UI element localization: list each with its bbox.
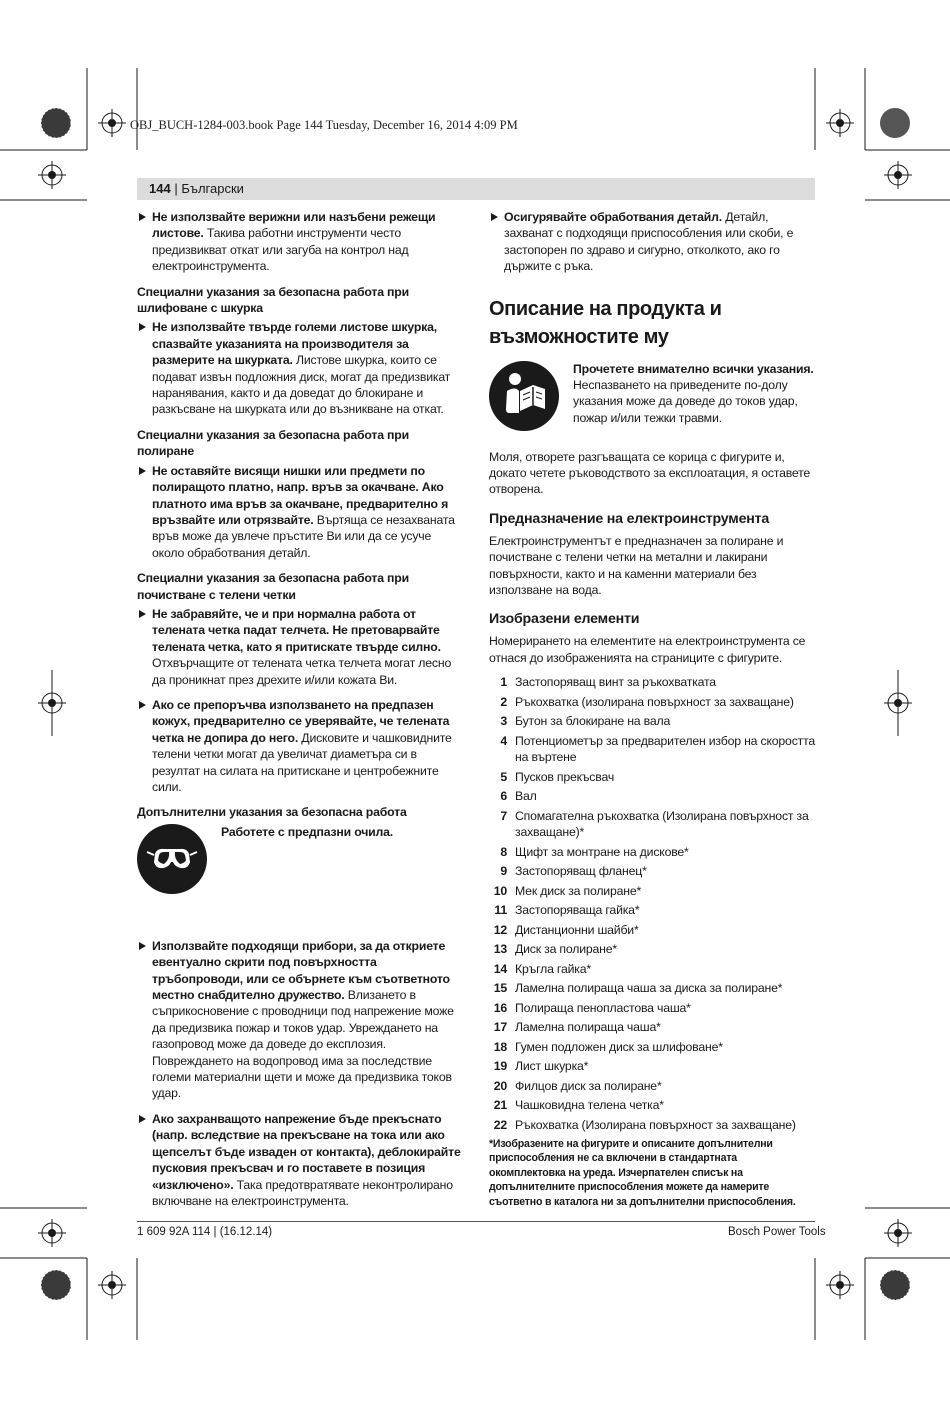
list-item [489,883,815,899]
item-label: Бутон за блокиране на вала [515,714,671,729]
item-label: Потенциометър за предварителен избор на скоростта на въртене [515,733,816,765]
list-item [489,1058,815,1074]
item-label: Застопоряващ винт за ръкохватката [515,675,716,690]
bullet-sanding-sheets: Не използвайте твърде големи листове шкурка, спазвайте указанията на производителя за размерите на шкурката. Листове шкурка, които се подават извън подложния диск, могат да предизвикат наранявания, както и да доведат до блокиране и разкъсване на шкурката или до възникване на откат. [137,319,465,417]
subhead-polishing: Специални указания за безопасна работа при полиране [137,427,409,459]
item-number: 16 [493,1000,507,1015]
right-column [489,209,815,1209]
item-number: 22 [493,1117,507,1132]
footnote: *Изобразените на фигурите и описаните допълнителни приспособления не са включени в стандартната окомплектовка на уреда. Изчерпателен списък на допълнителните приспособления можете да намерите съответно в каталога ни за допълнителни приспособления. [489,1138,796,1208]
item-label: Пусков прекъсвач [515,769,615,784]
list-item [489,694,815,710]
list-item [489,922,815,938]
item-label: Мек диск за полиране* [515,883,642,898]
item-label: Гумен подложен диск за шлифоване* [515,1039,723,1054]
page-number: 144 [149,181,171,196]
footer-doc-number: 1 609 92A 114 | (16.12.14) [137,1226,273,1238]
list-item [489,808,815,841]
list-item [489,961,815,977]
list-item [489,980,815,996]
footer-rule [137,1221,815,1222]
item-number: 4 [500,733,507,748]
item-number: 9 [500,864,507,879]
subhead-additional-safety: Допълнителни указания за безопасна работа [137,805,407,820]
intro-paragraph: Моля, отворете разгъващата се корица с фигурите и, докато четете ръководството за експлоатация, я оставете отворена. [489,449,811,497]
bullet-saw-blades: Не използвайте верижни или назъбени режещи листове. Такива работни инструменти често предизвикват откат или загуба на контрол над електроинструмента. [137,209,465,275]
item-label: Ръкохватка (Изолирана повърхност за захващане) [515,1117,796,1132]
item-number: 6 [500,789,507,804]
bullet-guard: Ако се препоръчва използването на предпазен кожух, предварително се уверявайте, че телената четка не допира до него. Дисковите и чашковидните телени четки могат да увеличат диаметъра си в резултат на силата на притискане и центробежните сили. [137,697,465,795]
item-number: 3 [500,714,507,729]
components-intro: Номерирането на елементите на електроинструмента се отнася до изображенията на страниците с фигурите. [489,634,806,665]
bullet-power-interruption: Ако захранващото напрежение бъде прекъснато (напр. вследствие на прекъсване на тока или ако щепселът бъде изваден от контакта), деблокирайте пусковия прекъсвач и го поставете в позиция «изключено». Така предотвратявате неконтролирано включване на електроинструмента. [137,1111,465,1209]
item-label: Полираща пенопластова чаша* [515,1000,691,1015]
subhead-sanding: Специални указания за безопасна работа при шлифоване с шкурка [137,284,409,316]
item-label: Диск за полиране* [515,942,618,957]
item-number: 8 [500,844,507,859]
item-number: 11 [494,903,507,918]
header-language: Български [181,181,244,196]
item-number: 12 [493,922,507,937]
item-number: 19 [493,1059,507,1074]
list-item [489,1039,815,1055]
item-number: 2 [500,694,507,709]
list-item [489,1117,815,1133]
read-instructions-warning [489,361,815,431]
item-label: Ламелна полираща чаша за диска за полиране* [515,981,783,996]
item-label: Чашковидна телена четка* [515,1098,664,1113]
item-number: 18 [493,1039,507,1054]
goggles-warning [137,824,465,894]
item-label: Щифт за монтране на дискове* [515,844,689,859]
bullet-hidden-lines: Използвайте подходящи прибори, за да откриете евентуално скрити под повърхността тръбопроводи, или се обърнете към съответното местно снабдително дружество. Влизането в съприкосновение с проводници под напрежение може да предизвика пожар и токов удар. Увреждането на газопровод може да доведе до експлозия. Повреждането на водопровод има за последствие големи материални щети и може да предизвика токов удар. [137,938,465,1102]
item-label: Дистанционни шайби* [515,922,639,937]
bullet-secure-workpiece: Осигурявайте обработвания детайл. Детайл, захванат с подходящи приспособления или скоби, е застопорен по здраво и сигурно, отколкото, ако го държите с ръка. [489,209,815,275]
item-label: Спомагателна ръкохватка (Изолирана повърхност за захващане)* [515,808,809,840]
item-number: 17 [493,1020,507,1035]
heading-intended-use: Предназначение на електроинструмента [489,510,770,527]
list-item [489,1078,815,1094]
section-title: Описание на продукта и възможностите му [489,297,722,348]
heading-components: Изобразени елементи [489,611,640,628]
read-instructions-text: Прочетете внимателно всички указания. Неспазването на приведените по-долу указания може да доведе до токов удар, пожар и/или тежки травми. [573,361,814,425]
item-number: 10 [493,883,507,898]
list-item [489,733,815,766]
subhead-wire-brush: Специални указания за безопасна работа при почистване с телени четки [137,571,409,602]
item-label: Ламелна полираща чаша* [515,1020,661,1035]
item-label: Ръкохватка (изолирана повърхност за захващане) [515,694,794,709]
safety-goggles-icon [137,824,207,894]
item-number: 14 [493,961,507,976]
item-number: 7 [500,808,507,823]
goggles-text: Работете с предпазни очила. [221,824,393,839]
item-number: 13 [493,942,507,957]
item-label: Вал [515,789,537,804]
list-item [489,902,815,918]
header-separator: | [170,181,182,196]
list-item [489,788,815,804]
list-item [489,769,815,785]
list-item [489,674,815,690]
item-label: Филцов диск за полиране* [515,1078,662,1093]
item-number: 1 [500,675,507,690]
item-label: Застопоряващ фланец* [515,864,647,879]
list-item [489,844,815,860]
item-number: 21 [493,1098,507,1113]
read-manual-icon [489,361,559,431]
list-item [489,1019,815,1035]
component-list [489,674,815,1133]
item-label: Кръгла гайка* [515,961,591,976]
list-item [489,941,815,957]
bullet-loose-strings: Не оставяйте висящи нишки или предмети по полиращото платно, напр. връв за окачване. Ако платното има връв за окачване, предварително я връзвайте или отрязвайте. Въртяща се незахваната връв може да увлече пръстите Ви или да се усуче около обработвания детайл. [137,463,465,561]
item-number: 15 [493,981,507,996]
book-info-line: OBJ_BUCH-1284-003.book Page 144 Tuesday, December 16, 2014 4:09 PM [130,118,518,132]
left-column [137,209,465,1218]
list-item [489,713,815,729]
footer-brand: Bosch Power Tools [728,1226,826,1238]
list-item [489,1000,815,1016]
intended-use-paragraph: Електроинструментът е предназначен за полиране и почистване с телени четки на метални и лакирани повърхности, както и на каменни материали без използване на вода. [489,533,784,598]
item-label: Лист шкурка* [515,1059,589,1074]
page-header [149,181,244,196]
list-item [489,1097,815,1113]
list-item [489,863,815,879]
item-number: 20 [493,1078,507,1093]
item-number: 5 [500,769,507,784]
item-label: Застопоряваща гайка* [515,903,640,918]
bullet-wire-bristles: Не забравяйте, че и при нормална работа от телената четка падат телчета. Не претоварвайте телената четка, като я притискате твърде силно. Отхвърчащите от телената четка телчета могат лесно да проникнат през дрехите и/или кожата Ви. [137,606,465,688]
